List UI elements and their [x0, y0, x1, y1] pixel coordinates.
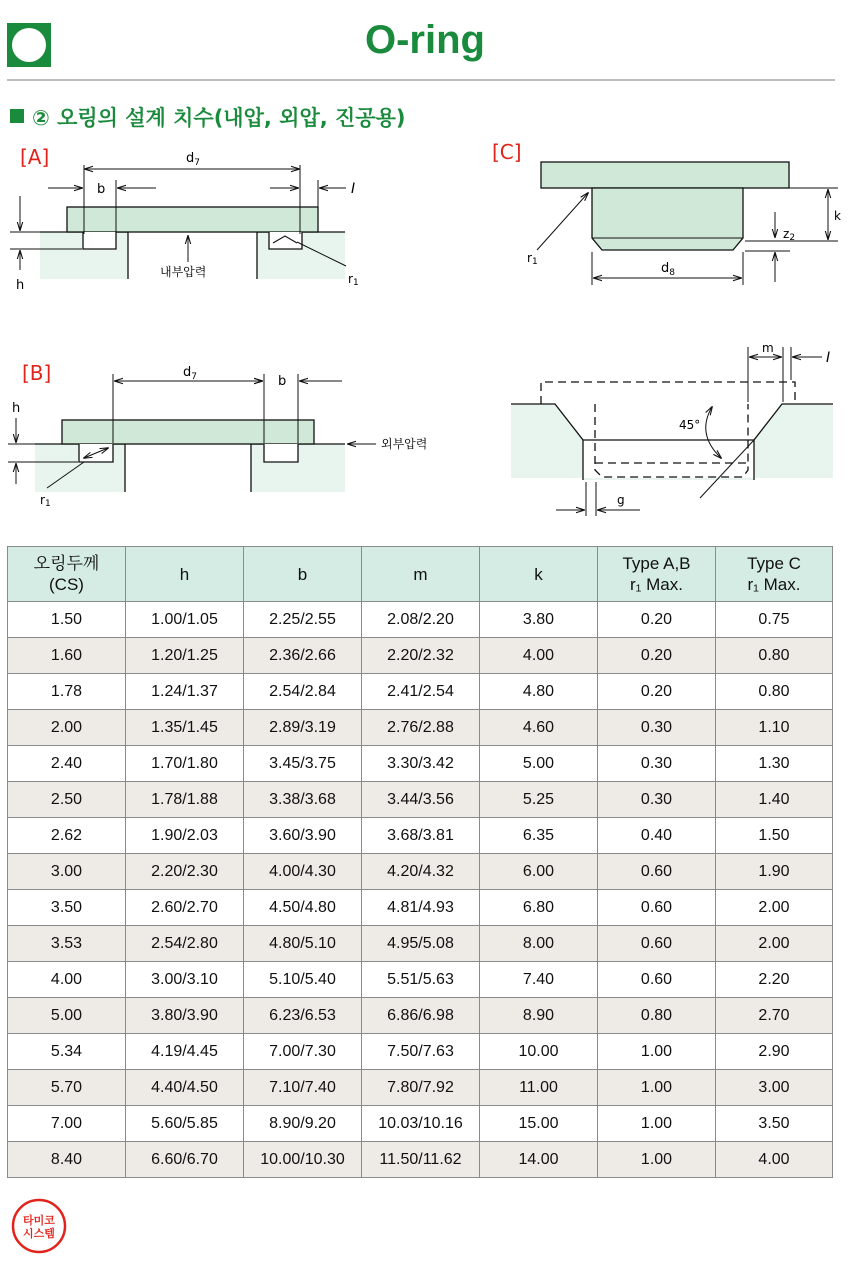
cell-k: 4.80	[480, 674, 598, 710]
cell-b: 3.38/3.68	[244, 782, 362, 818]
table-row	[8, 746, 833, 782]
table-row	[8, 1070, 833, 1106]
cell-b: 7.10/7.40	[244, 1070, 362, 1106]
cell-k: 6.00	[480, 854, 598, 890]
table-row	[8, 962, 833, 998]
cell-m: 4.81/4.93	[362, 890, 480, 926]
cell-k: 4.00	[480, 638, 598, 674]
cell-type-c: 2.90	[716, 1034, 833, 1070]
cell-type-ab: 0.20	[598, 674, 716, 710]
table-header-row	[8, 547, 833, 602]
cell-type-ab: 0.60	[598, 854, 716, 890]
section-bullet-icon	[10, 109, 24, 123]
diagram-c-z-label: z2	[783, 227, 796, 243]
diagram-d-m-label: m	[762, 341, 774, 355]
cell-type-ab: 0.60	[598, 962, 716, 998]
cell-type-c: 1.50	[716, 818, 833, 854]
cell-m: 2.76/2.88	[362, 710, 480, 746]
cell-m: 3.68/3.81	[362, 818, 480, 854]
logo-line1: 타미코	[23, 1214, 55, 1227]
table-row	[8, 782, 833, 818]
diagram-b-h-label: h	[12, 401, 21, 416]
table-row	[8, 638, 833, 674]
cell-cs: 5.34	[8, 1034, 126, 1070]
diagram-a-i-label: I	[351, 181, 356, 197]
cell-cs: 1.60	[8, 638, 126, 674]
diagram-b	[8, 361, 427, 509]
diagram-a-tag: [A]	[20, 145, 50, 169]
cell-type-c: 3.50	[716, 1106, 833, 1142]
cell-h: 1.20/1.25	[126, 638, 244, 674]
cell-b: 3.45/3.75	[244, 746, 362, 782]
header-b: b	[244, 547, 362, 602]
cell-type-ab: 0.20	[598, 638, 716, 674]
cell-m: 3.44/3.56	[362, 782, 480, 818]
cell-cs: 3.00	[8, 854, 126, 890]
diagram-c-d-label: $d_8$	[661, 261, 675, 278]
diagram-d-i-label: I	[826, 350, 831, 366]
cell-type-ab: 1.00	[598, 1070, 716, 1106]
cell-h: 5.60/5.85	[126, 1106, 244, 1142]
cell-type-ab: 1.00	[598, 1142, 716, 1178]
cell-h: 4.19/4.45	[126, 1034, 244, 1070]
cell-cs: 1.50	[8, 602, 126, 638]
header-cs: 오링두께 (CS)	[8, 547, 126, 602]
cell-m: 10.03/10.16	[362, 1106, 480, 1142]
cell-cs: 5.70	[8, 1070, 126, 1106]
cell-h: 1.35/1.45	[126, 710, 244, 746]
cell-type-ab: 0.60	[598, 890, 716, 926]
cell-m: 2.08/2.20	[362, 602, 480, 638]
cell-k: 5.25	[480, 782, 598, 818]
cell-type-ab: 0.30	[598, 782, 716, 818]
cell-type-c: 1.10	[716, 710, 833, 746]
cell-type-c: 2.00	[716, 890, 833, 926]
cell-k: 10.00	[480, 1034, 598, 1070]
cell-k: 8.90	[480, 998, 598, 1034]
logo-line2: 시스템	[23, 1227, 55, 1240]
cell-cs: 2.40	[8, 746, 126, 782]
diagram-b-pressure-label: 외부압력	[381, 437, 428, 451]
cell-h: 3.00/3.10	[126, 962, 244, 998]
cell-cs: 7.00	[8, 1106, 126, 1142]
cell-type-ab: 1.00	[598, 1106, 716, 1142]
cell-cs: 1.78	[8, 674, 126, 710]
diagram-d-angle-label: 45°	[679, 418, 701, 432]
cell-cs: 3.50	[8, 890, 126, 926]
cell-k: 6.35	[480, 818, 598, 854]
cell-b: 6.23/6.53	[244, 998, 362, 1034]
company-logo	[11, 1198, 67, 1254]
cell-k: 3.80	[480, 602, 598, 638]
cell-k: 14.00	[480, 1142, 598, 1178]
cell-k: 6.80	[480, 890, 598, 926]
cell-m: 11.50/11.62	[362, 1142, 480, 1178]
cell-m: 2.41/2.54	[362, 674, 480, 710]
table-row	[8, 1106, 833, 1142]
cell-type-ab: 0.20	[598, 602, 716, 638]
cell-b: 2.36/2.66	[244, 638, 362, 674]
cell-m: 5.51/5.63	[362, 962, 480, 998]
cell-h: 1.90/2.03	[126, 818, 244, 854]
header-h: h	[126, 547, 244, 602]
cell-type-c: 0.80	[716, 674, 833, 710]
cell-cs: 8.40	[8, 1142, 126, 1178]
cell-h: 4.40/4.50	[126, 1070, 244, 1106]
table-row	[8, 1142, 833, 1178]
diagram-a	[10, 145, 359, 293]
cell-type-ab: 0.80	[598, 998, 716, 1034]
table-row	[8, 890, 833, 926]
cell-b: 7.00/7.30	[244, 1034, 362, 1070]
cell-type-ab: 0.60	[598, 926, 716, 962]
cell-h: 3.80/3.90	[126, 998, 244, 1034]
table-row	[8, 674, 833, 710]
diagram-a-r-label: r1	[348, 272, 359, 288]
groove-design-diagrams	[0, 130, 850, 530]
cell-type-c: 2.00	[716, 926, 833, 962]
header-m: m	[362, 547, 480, 602]
cell-m: 2.20/2.32	[362, 638, 480, 674]
diagram-c-tag: [C]	[492, 140, 522, 164]
cell-type-c: 3.00	[716, 1070, 833, 1106]
cell-type-ab: 0.30	[598, 746, 716, 782]
cell-h: 2.54/2.80	[126, 926, 244, 962]
diagram-d-g-label: g	[617, 493, 625, 507]
table-row	[8, 1034, 833, 1070]
cell-b: 4.00/4.30	[244, 854, 362, 890]
cell-type-ab: 1.00	[598, 1034, 716, 1070]
header-divider	[7, 79, 835, 81]
cell-h: 2.60/2.70	[126, 890, 244, 926]
cell-b: 3.60/3.90	[244, 818, 362, 854]
cell-b: 4.50/4.80	[244, 890, 362, 926]
cell-b: 2.54/2.84	[244, 674, 362, 710]
cell-cs: 4.00	[8, 962, 126, 998]
cell-h: 1.00/1.05	[126, 602, 244, 638]
table-row	[8, 602, 833, 638]
diagram-c-k-label: k	[834, 209, 841, 223]
diagram-d	[511, 341, 833, 516]
cell-m: 7.80/7.92	[362, 1070, 480, 1106]
cell-cs: 2.62	[8, 818, 126, 854]
cell-m: 4.95/5.08	[362, 926, 480, 962]
cell-h: 6.60/6.70	[126, 1142, 244, 1178]
diagram-a-h-label: h	[16, 278, 25, 293]
oring-design-table	[7, 546, 833, 1178]
table-row	[8, 998, 833, 1034]
cell-h: 1.70/1.80	[126, 746, 244, 782]
cell-b: 5.10/5.40	[244, 962, 362, 998]
header-type-c: Type C r₁ Max.	[716, 547, 833, 602]
cell-m: 6.86/6.98	[362, 998, 480, 1034]
page-title: O-ring	[365, 18, 485, 62]
diagram-c-r-label: r1	[527, 251, 538, 267]
cell-type-c: 1.30	[716, 746, 833, 782]
cell-m: 3.30/3.42	[362, 746, 480, 782]
diagram-b-tag: [B]	[22, 361, 52, 385]
cell-b: 10.00/10.30	[244, 1142, 362, 1178]
cell-type-c: 2.20	[716, 962, 833, 998]
table-row	[8, 926, 833, 962]
cell-type-ab: 0.30	[598, 710, 716, 746]
cell-cs: 2.50	[8, 782, 126, 818]
cell-k: 7.40	[480, 962, 598, 998]
diagram-c	[492, 140, 841, 285]
cell-type-ab: 0.40	[598, 818, 716, 854]
cell-k: 15.00	[480, 1106, 598, 1142]
diagram-b-b-label: b	[278, 374, 287, 389]
cell-type-c: 0.75	[716, 602, 833, 638]
cell-h: 1.24/1.37	[126, 674, 244, 710]
cell-type-c: 4.00	[716, 1142, 833, 1178]
diagram-b-r-label: r1	[40, 493, 51, 509]
cell-b: 4.80/5.10	[244, 926, 362, 962]
section-title: ② 오링의 설계 치수(내압, 외압, 진공용)	[32, 106, 406, 130]
cell-b: 8.90/9.20	[244, 1106, 362, 1142]
cell-type-c: 1.90	[716, 854, 833, 890]
header-type-ab: Type A,B r₁ Max.	[598, 547, 716, 602]
diagram-b-d-label: $d_7$	[183, 365, 197, 382]
diagram-a-pressure-label: 내부압력	[160, 265, 207, 279]
table-row	[8, 710, 833, 746]
cell-k: 4.60	[480, 710, 598, 746]
header-k: k	[480, 547, 598, 602]
cell-cs: 5.00	[8, 998, 126, 1034]
cell-h: 1.78/1.88	[126, 782, 244, 818]
table-row	[8, 854, 833, 890]
cell-cs: 2.00	[8, 710, 126, 746]
cell-b: 2.25/2.55	[244, 602, 362, 638]
cell-k: 11.00	[480, 1070, 598, 1106]
cell-b: 2.89/3.19	[244, 710, 362, 746]
diagram-a-b-label: b	[97, 182, 106, 197]
cell-m: 7.50/7.63	[362, 1034, 480, 1070]
cell-h: 2.20/2.30	[126, 854, 244, 890]
cell-m: 4.20/4.32	[362, 854, 480, 890]
cell-cs: 3.53	[8, 926, 126, 962]
table-row	[8, 818, 833, 854]
cell-k: 8.00	[480, 926, 598, 962]
cell-k: 5.00	[480, 746, 598, 782]
diagram-a-d-label: $d_7$	[186, 151, 200, 168]
cell-type-c: 2.70	[716, 998, 833, 1034]
cell-type-c: 1.40	[716, 782, 833, 818]
cell-type-c: 0.80	[716, 638, 833, 674]
